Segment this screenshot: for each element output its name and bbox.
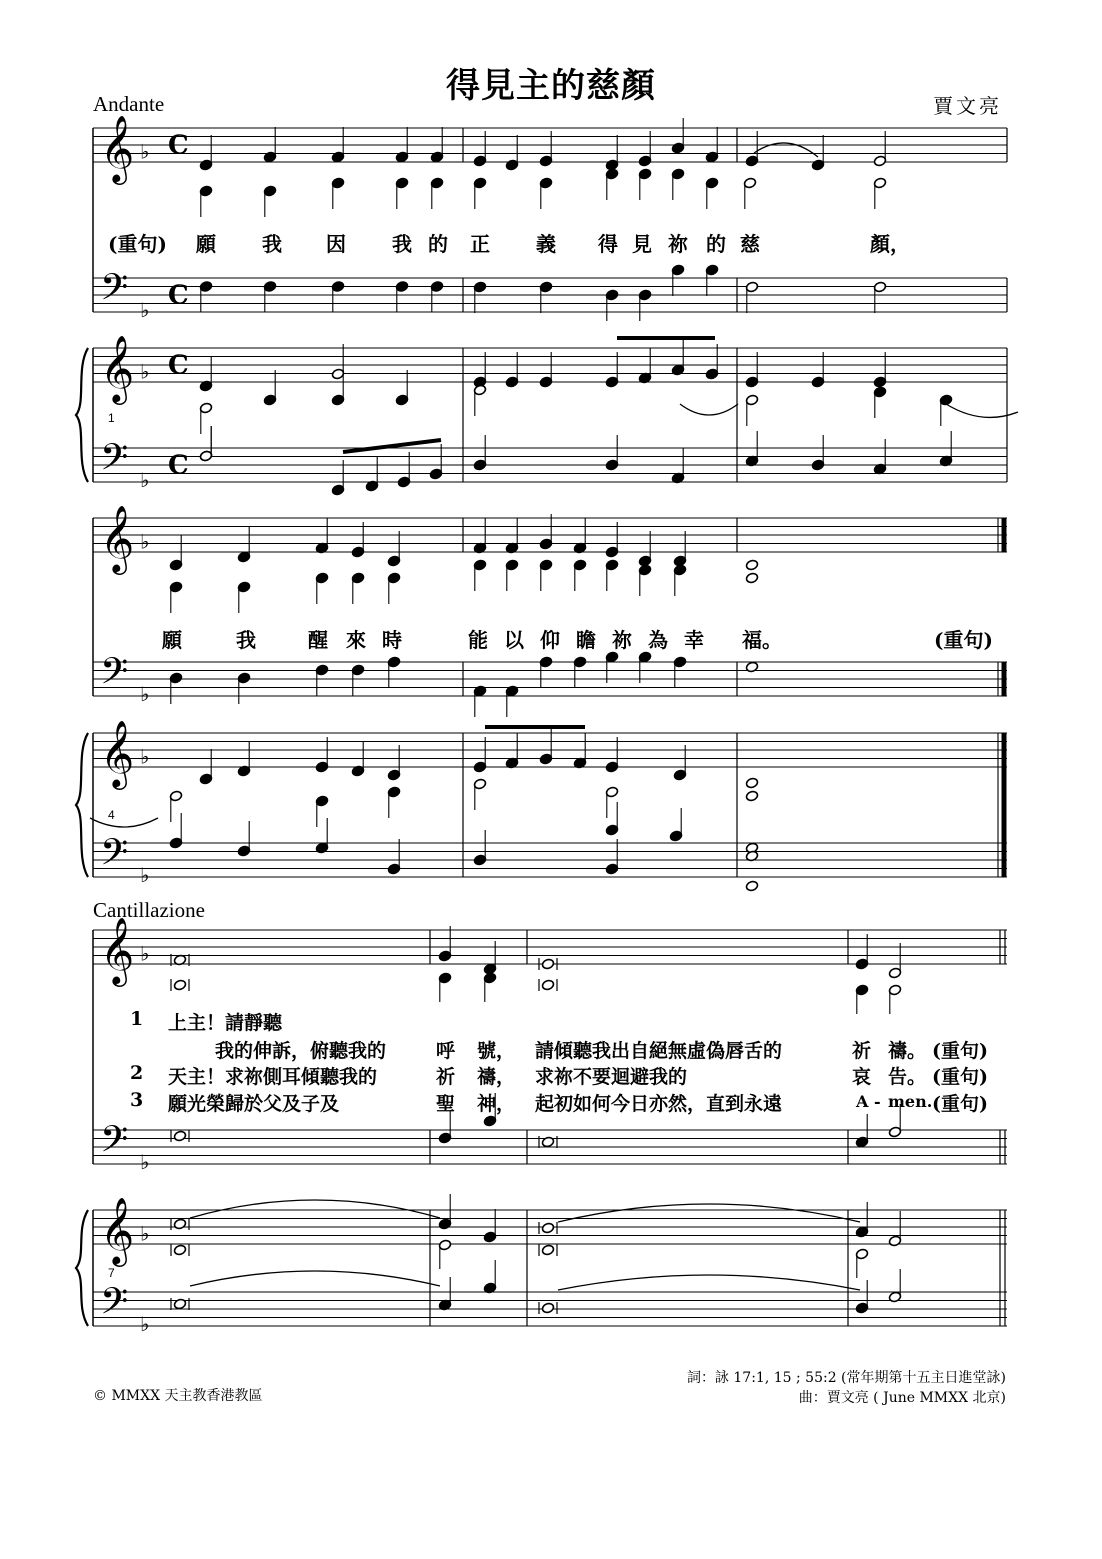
lyric-syllable: 幸 <box>684 628 704 652</box>
lyric-syllable: 我 <box>262 232 282 256</box>
bass-clef: 𝄢 <box>100 650 129 702</box>
lyric-syllable: 願 <box>196 232 216 256</box>
treble-clef: 𝄞 <box>100 916 135 984</box>
composer-name: 賈文亮 <box>933 94 1002 118</box>
flat-sign: ♭ <box>140 1312 150 1336</box>
lyric-syllable: 以 <box>504 628 524 652</box>
measure-number: 4 <box>108 808 115 822</box>
verse-text: 我的伸訴，俯聽我的 <box>215 1040 387 1062</box>
verse-number: 3 <box>130 1089 144 1111</box>
verse-text: A - <box>856 1092 881 1111</box>
verse-text: 上主！請靜聽 <box>168 1012 283 1034</box>
slur <box>680 404 738 415</box>
refrain-mark: (重句) <box>108 232 167 256</box>
verse-text: 請傾聽我出自絕無虛偽唇舌的 <box>535 1040 783 1062</box>
lyric-syllable: 仰 <box>540 628 560 652</box>
verse-text: 哀 <box>852 1066 872 1088</box>
verse-text: men. <box>888 1092 933 1111</box>
piano-brace <box>76 348 88 482</box>
flat-sign: ♭ <box>140 298 150 322</box>
verse-text: 告。 <box>888 1066 927 1088</box>
note <box>541 1244 554 1256</box>
note <box>745 880 758 892</box>
verse-text: 願光榮歸於父及子及 <box>168 1093 340 1115</box>
note <box>541 1302 554 1314</box>
common-time: C <box>168 280 189 311</box>
verse-text: 神， <box>477 1093 516 1115</box>
lyric-syllable: 我 <box>236 628 256 652</box>
note <box>173 979 186 991</box>
verse-text: 號， <box>477 1040 516 1062</box>
verse-text: 祈 <box>436 1066 456 1088</box>
lyric-syllable: 為 <box>648 628 668 652</box>
common-time: C <box>168 450 189 481</box>
lyric-syllable: 正 <box>470 232 490 256</box>
note <box>173 1298 186 1310</box>
flat-sign: ♭ <box>140 941 150 966</box>
note <box>173 1130 186 1142</box>
lyric-syllable: 祢 <box>612 628 632 652</box>
flat-sign: ♭ <box>140 1150 150 1174</box>
verse-text: 呼 <box>436 1040 456 1062</box>
verse-text: 禱， <box>477 1066 516 1088</box>
note <box>745 572 758 584</box>
verse-text: 天主！求祢側耳傾聽我的 <box>168 1066 378 1088</box>
bass-clef: 𝄢 <box>100 1118 129 1170</box>
lyric-syllable: 我 <box>392 232 412 256</box>
treble-clef: 𝄞 <box>100 719 135 787</box>
note <box>745 661 758 673</box>
lyric-syllable: 來 <box>346 628 366 652</box>
lyric-syllable: 能 <box>468 628 488 652</box>
note <box>745 777 758 789</box>
note <box>541 958 554 970</box>
treble-clef: 𝄞 <box>100 114 135 182</box>
slur <box>558 1204 860 1222</box>
note <box>541 979 554 991</box>
common-time: C <box>168 350 189 381</box>
lyric-syllable: 因 <box>326 232 346 256</box>
verse-text: 聖 <box>436 1093 456 1115</box>
flat-sign: ♭ <box>140 468 150 492</box>
lyric-syllable: 的 <box>428 232 448 256</box>
refrain-mark: (重句) <box>932 1093 988 1115</box>
treble-clef: 𝄞 <box>100 504 135 572</box>
flat-sign: ♭ <box>140 139 150 164</box>
text-credit: 詞：詠 17:1, 15 ; 55:2 (常年期第十五主日進堂詠) <box>686 1370 1006 1386</box>
beam <box>343 440 441 452</box>
lyric-syllable: 福。 <box>742 628 782 652</box>
flat-sign: ♭ <box>140 863 150 887</box>
measure-number: 1 <box>108 411 115 425</box>
flat-sign: ♭ <box>140 359 150 384</box>
lyric-syllable: 祢 <box>668 232 688 256</box>
song-title: 得見主的慈顏 <box>446 66 656 106</box>
flat-sign: ♭ <box>140 1221 150 1246</box>
lyric-syllable: 顏， <box>870 232 910 256</box>
note <box>745 790 758 802</box>
lyric-syllable: 的 <box>706 232 726 256</box>
flat-sign: ♭ <box>140 529 150 554</box>
verse-number: 1 <box>130 1008 144 1030</box>
verse-text: 求祢不要迴避我的 <box>535 1066 688 1088</box>
tempo-marking-cantillazione: Cantillazione <box>93 898 205 922</box>
bass-clef: 𝄢 <box>100 266 129 318</box>
note <box>745 559 758 571</box>
verse-number: 2 <box>130 1062 144 1084</box>
lyric-syllable: 醒 <box>308 628 328 652</box>
verse-text: 起初如何今日亦然，直到永遠 <box>535 1093 783 1115</box>
note <box>541 1136 554 1148</box>
tempo-marking-andante: Andante <box>93 92 165 116</box>
measure-number: 7 <box>108 1266 115 1280</box>
piano-brace <box>76 1210 88 1326</box>
lyric-syllable: 見 <box>632 232 652 256</box>
lyric-syllable: 義 <box>536 232 556 256</box>
flat-sign: ♭ <box>140 682 150 706</box>
treble-clef: 𝄞 <box>100 334 135 402</box>
music-credit: 曲：賈文亮 ( June MMXX 北京) <box>798 1390 1006 1406</box>
lyric-syllable: 時 <box>382 628 402 652</box>
bass-clef: 𝄢 <box>100 1280 129 1332</box>
refrain-mark: (重句) <box>934 628 993 652</box>
lyric-syllable: 瞻 <box>576 628 596 652</box>
lyric-syllable: 得 <box>598 232 618 256</box>
slur <box>90 818 158 827</box>
verse-text: 祈 <box>852 1040 872 1062</box>
refrain-mark: (重句) <box>932 1066 988 1088</box>
bass-clef: 𝄢 <box>100 831 129 883</box>
note <box>541 1222 554 1234</box>
verse-text: 禱。 <box>888 1040 927 1062</box>
common-time: C <box>168 130 189 161</box>
lyric-syllable: 願 <box>162 628 182 652</box>
lyric-syllable: 慈 <box>740 232 760 256</box>
slur <box>558 1275 860 1290</box>
slur <box>190 1200 440 1218</box>
note <box>173 1218 186 1230</box>
piano-brace <box>76 733 88 877</box>
note <box>173 1244 186 1256</box>
flat-sign: ♭ <box>140 744 150 769</box>
treble-clef: 𝄞 <box>100 1196 135 1264</box>
refrain-mark: (重句) <box>932 1040 988 1062</box>
bass-clef: 𝄢 <box>100 436 129 488</box>
copyright-notice: © MMXX 天主教香港教區 <box>93 1388 263 1404</box>
slur <box>190 1271 440 1286</box>
